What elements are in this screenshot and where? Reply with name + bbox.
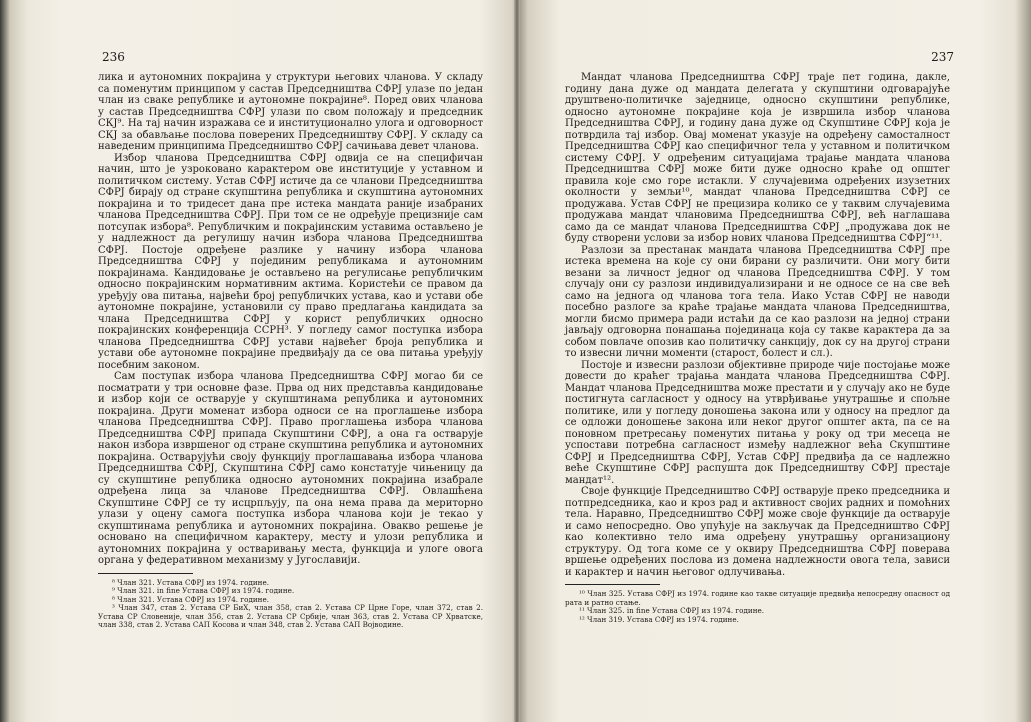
footnote: ¹¹ Члан 325. in fine Устава СФРЈ из 1974. године. (579, 606, 765, 616)
paragraph: Мандат чланова Председништва СФРЈ траје пет година, дакле, годину дана дуже од мандата делегата у скупштини одговарајуће друштвено-политичке заједнице, односно скупштини републике, односно аутономне покрајине која је извршила избор чланова Председништва СФРЈ, и годину дана дуже од Скупштине СФРЈ која је потврдила тај избор. Овај моменат указује на одређену самосталност Председништва СФРЈ као специфичног тела у уставном и политичком систему СФРЈ. У одређеним ситуацијама трајање мандата чланова Председништва СФРЈ може бити дуже односно краће од општег правила које смо горе истакли. У случајевима одређених изузетних околности у земљи¹⁰, мандат чланова Председништва СФРЈ се продужава. Устав СФРЈ не прецизира колико се у таквим случајевима продужава мандат члановима Председништва СФРЈ, већ наглашава само да се мандат чланова Председништва СФРЈ „продужава док не буду створени услови за избор нових чланова Председништва СФРЈ“¹¹. (565, 72, 950, 244)
paragraph: Избор чланова Председништва СФРЈ одвија се на специфичан начин, што је узроковано карактером ове институције у уставном и политичком систему. Устав СФРЈ истиче да се чланови Председништва СФРЈ бирају од стране скупштина република и скупштина аутономних покрајина и то тридесет дана пре истека мандата раније изабраних чланова Председништва СФРЈ. При том се не одређује прецизније сам потсупак избора⁸. Републичким и покрајинским уставима остављено је у надлежност да регулишу начин избора чланова Председништва СФРЈ. Постоје одређене разлике у начину избора чланова Председништва СФРЈ у појединим републикама и аутономним покрајинама. Кандидовање је остављено на регулисање републичким односно покрајинским нормативним актима. Користећи се правом да уређују ова питања, највећи број републичких устава, као и устави обе аутономне покрајине, установили су право предлагања кандидата за члана Председништва СФРЈ у корист републичких односно покрајинских конференција ССРН³. У погледу самог поступка избора чланова Председништва СФРЈ устави највећег броја република и устави обе аутономне покрајине предвиђају да се ова питања уређују посебним законом. (98, 152, 483, 371)
left-page-body (98, 72, 483, 630)
footnote: ¹⁰ Члан 325. Устава СФРЈ из 1974. године као такве ситуације предвиђа непосредну опасност од рата и ратно стање. (565, 589, 950, 607)
page-number-right: 237 (931, 50, 954, 64)
footnote: ³ Члан 347, став 2. Устава СР БиХ, члан 358, став 2. Устава СР Црне Горе, члан 372, став 2. Устава СР Словеније, члан 356, став 2. Устава СР Србије, члан 363, став 2. Устава СР Хрватске, члан 338, став 2. Устава САП Косова и члан 348, став 2. Устава САП Војводине. (98, 603, 483, 630)
paragraph: Разлози за престанак мандата чланова Председништва СФРЈ пре истека времена на које су они бирани су различити. Они могу бити везани за личност једног од чланова Председништва СФРЈ. У том случају они су разлози индивидуализирани и не односе се на све већ само на једнога од чланова тога тела. Иако Устав СФРЈ не наводи посебно разлоге за краће трајање мандата чланова Председништва, могли бисмо примера ради истаћи да се као разлози на једној страни јављају одговорна понашања појединаца која су такве карактера да за собом повлаче опозив као политичку санкцију, док су на другој страни то извесни лични моменти (старост, болест и сл.). (565, 244, 950, 359)
paragraph: Сам поступак избора чланова Председништва СФРЈ могао би се посматрати у три основне фазе. Прва од них представља кандидовање и избор који се остварује у скупштинама република и аутономних покрајина. Други моменат избора односи се на проглашење избора чланова Председништва СФРЈ. Право проглашења избора чланова Председништва СФРЈ припада Скупштини СФРЈ, а она га остварује након избора извршеног од стране скупштина република и аутономних покрајина. Остварујући своју функцију проглашавања избора чланова Председништва СФРЈ, Скупштина СФРЈ само констатује чињеницу да су скупштине република односно аутономних покрајина изабрале одређена лица за чланове Председништва СФРЈ. Овлашћена Скупштине СФРЈ се ту исцрпљују, па она нема права да мериторно улази у оцену самога поступка избора чланова који је текао у скупштинама република и аутономних покрајина. Овакво решење је основано на специфичном карактеру, месту и улози република и аутономних покрајина у остваривању места, функција и улоге овога органа у федеративном механизму у Југославији. (98, 371, 483, 566)
footnote: ¹² Члан 319. Устава СФРЈ из 1974. године. (579, 614, 739, 624)
paragraph: Постоје и извесни разлози објективне природе чије постојање може довести до краћег трајања мандата чланова Председништва СФРЈ. Мандат чланова Председништва може престати и у случају ако не буде постигнута сагласност у односу на утврђивање унутрашње и спољне политике, или у погледу доношења закона или у односу на предлог да се одложи доношење закона или неког другог општег акта, па се на поновном претресању поменутих питања у року од три месеца не успостави потребна сагласност између надлежног већа Скупштине СФРЈ и Председништва СФРЈ, Устав СФРЈ предвиђа да се надлежно веће Скупштине СФРЈ распушта док Председништву СФРЈ престаје мандат¹². (565, 359, 950, 486)
book-gutter (514, 0, 520, 722)
footnote: ⁸ Члан 321. Устава СФРЈ из 1974. године. (112, 577, 269, 587)
paragraph: лика и аутономних покрајина у структури његових чланова. У складу са поменутим принципом у састав Председништва СФРЈ улазе по један члан из сваке републике и аутономне покрајине⁸. Поред ових чланова у састав Председништва СФРЈ улази по свом положају и председник СКЈ⁹. На тај начин изражава се и институционално улога и одговорност СКЈ за обављање послова поверених Председништву СФРЈ. У складу са наведеним принципима Председништво СФРЈ сачињава девет чланова. (98, 72, 483, 152)
footnote-rule (565, 584, 660, 585)
right-page-body (565, 72, 950, 624)
footnote: ⁸ Члан 321. Устава СФРЈ из 1974. године. (112, 594, 269, 604)
footnote-rule (98, 573, 193, 574)
page-number-left: 236 (102, 50, 125, 64)
footnote: ⁹ Члан 321. in fine Устава СФРЈ из 1974. године. (112, 586, 295, 596)
paragraph: Своје функције Председништво СФРЈ остварује преко председника и потпредседника, као и кроз рад и активност својих радних и помоћних тела. Наравно, Председништво СФРЈ може своје функције да остварује и само непосредно. Ово упућује на закључак да Председништво СФРЈ као колективно тело има одређену унутрашњу организациону структуру. Од тога коме се у оквиру Председништва СФРЈ поверава вршење одређених послова из домена надлежности овога тела, зависи и карактер и начин његовог одлучивања. (565, 486, 950, 578)
